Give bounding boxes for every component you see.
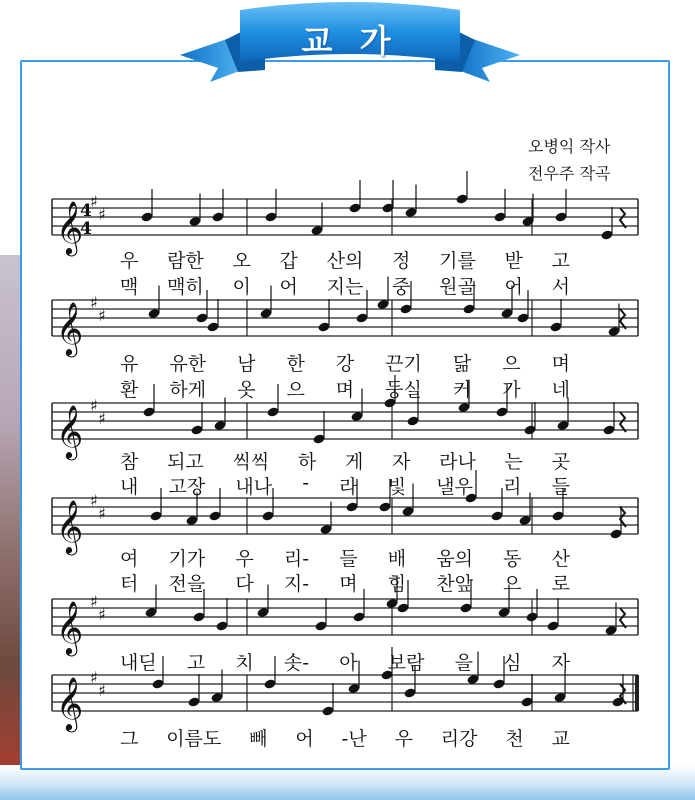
lyric-syllable: 솟-	[283, 652, 310, 674]
lyric-syllable: 배	[387, 548, 407, 570]
lyric-syllable: 강	[335, 353, 355, 375]
lyric-line-1b	[120, 272, 570, 299]
lyric-syllable: 참	[120, 451, 139, 473]
lyric-syllable: 끈기	[385, 353, 422, 375]
lyric-syllable: 그	[120, 728, 139, 750]
lyric-syllable: 라나	[439, 451, 476, 473]
lyric-syllable: 빛	[387, 476, 407, 498]
lyric-syllable: 이름도	[166, 728, 222, 750]
lyric-syllable: 산의	[326, 250, 364, 272]
lyric-line-3a	[120, 447, 570, 474]
lyric-syllable: 람한	[167, 250, 204, 272]
lyric-syllable: 힘	[387, 573, 407, 595]
sharp-sign: ♯	[98, 306, 106, 325]
lyric-syllable: 찬앞	[436, 573, 473, 595]
lyric-syllable: 어	[279, 276, 298, 298]
lyric-syllable: 전을	[168, 573, 206, 595]
lyric-syllable: 며	[551, 353, 570, 375]
lyric-syllable: 이	[232, 276, 251, 298]
treble-clef: 𝄞	[56, 404, 84, 458]
lyric-syllable: 내딛	[120, 652, 157, 674]
time-signature: 4	[80, 219, 92, 239]
lyric-syllable: 되고	[167, 451, 204, 473]
lyric-line-3b	[120, 472, 570, 499]
lyric-syllable: 움의	[436, 548, 473, 570]
lyric-syllable: 갑	[279, 250, 298, 272]
lyric-syllable: 보람	[387, 652, 425, 674]
lyric-syllable: 며	[335, 379, 355, 401]
quarter-rest	[620, 608, 626, 628]
lyric-syllable: -난	[341, 728, 367, 750]
lyric-syllable: 아	[339, 652, 358, 674]
lyric-syllable: 다	[235, 573, 254, 595]
lyric-line-4b	[120, 569, 570, 596]
time-signature: 4	[80, 201, 92, 221]
quarter-rest	[620, 208, 626, 228]
lyric-syllable: 기를	[439, 250, 476, 272]
treble-clef: 𝄞	[56, 200, 84, 254]
sharp-sign: ♯	[98, 681, 106, 700]
lyric-syllable: 곳	[551, 451, 570, 473]
lyric-syllable: 고장	[168, 476, 206, 498]
lyric-line-1a	[120, 246, 570, 273]
lyric-syllable: 으	[502, 353, 521, 375]
lyric-syllable: 어	[504, 276, 523, 298]
lyric-syllable: 어	[295, 728, 314, 750]
lyric-line-2a	[120, 349, 570, 376]
lyric-syllable: 고	[186, 652, 206, 674]
lyric-syllable: 라	[339, 476, 358, 498]
lyric-syllable: 동	[503, 548, 522, 570]
lyric-syllable: 유한	[169, 353, 207, 375]
lyric-syllable: 우	[120, 250, 139, 272]
treble-clef: 𝄞	[56, 301, 84, 355]
sharp-sign: ♯	[90, 293, 98, 312]
page-title: 교 가	[301, 22, 399, 60]
lyric-syllable: 들	[339, 548, 358, 570]
sharp-sign: ♯	[90, 192, 98, 211]
lyric-syllable: -	[302, 472, 310, 494]
lyric-syllable: 하	[297, 451, 317, 473]
sharp-sign: ♯	[98, 504, 106, 523]
lyric-syllable: 둥실	[385, 379, 422, 401]
lyric-syllable: 으	[503, 573, 522, 595]
lyric-syllable: 네	[551, 379, 570, 401]
treble-clef: 𝄞	[56, 499, 84, 553]
lyric-line-5	[120, 648, 570, 675]
lyric-syllable: 을	[454, 652, 473, 674]
sharp-sign: ♯	[98, 605, 106, 624]
lyric-syllable: 며	[339, 573, 358, 595]
lyric-syllable: 한	[286, 353, 305, 375]
lyric-syllable: 맥히	[167, 276, 204, 298]
lyric-syllable: 맥	[120, 276, 139, 298]
lyric-syllable: 하게	[169, 379, 207, 401]
quarter-rest	[620, 309, 626, 329]
lyric-syllable: 로	[551, 573, 570, 595]
lyric-syllable: 교	[551, 728, 570, 750]
treble-clef: 𝄞	[56, 676, 84, 730]
lyric-syllable: 지는	[326, 276, 364, 298]
lyric-syllable: 리강	[440, 728, 478, 750]
lyric-line-4a	[120, 544, 570, 571]
lyric-line-6	[120, 724, 570, 751]
lyric-syllable: 으	[286, 379, 305, 401]
sharp-sign: ♯	[98, 409, 106, 428]
lyric-syllable: 옷	[237, 379, 256, 401]
lyric-syllable: 정	[392, 250, 411, 272]
lyric-syllable: 지-	[283, 573, 310, 595]
lyric-syllable: 산	[551, 548, 570, 570]
treble-clef: 𝄞	[56, 600, 84, 654]
lyric-syllable: 내나	[235, 476, 273, 498]
lyric-syllable: 유	[120, 353, 139, 375]
sharp-sign: ♯	[90, 592, 98, 611]
lyric-syllable: 낼우	[436, 476, 473, 498]
lyric-syllable: 닮	[452, 353, 472, 375]
lyric-syllable: 자	[392, 451, 411, 473]
sharp-sign: ♯	[90, 396, 98, 415]
lyric-syllable: 고	[551, 250, 570, 272]
lyric-syllable: 오	[232, 250, 251, 272]
lyric-syllable: 치	[235, 652, 254, 674]
lyric-syllable: 터	[120, 573, 139, 595]
sharp-sign: ♯	[90, 668, 98, 687]
lyric-syllable: 심	[503, 652, 522, 674]
lyric-syllable: 원골	[439, 276, 476, 298]
lyric-syllable: 자	[551, 652, 570, 674]
lyric-syllable: 중	[392, 276, 411, 298]
lyric-syllable: 기가	[168, 548, 206, 570]
lyric-syllable: 씩씩	[232, 451, 270, 473]
lyric-syllable: 남	[237, 353, 256, 375]
lyric-syllable: 받	[504, 250, 523, 272]
lyric-line-2b	[120, 375, 570, 402]
lyric-syllable: 는	[504, 451, 523, 473]
lyric-syllable: 리-	[283, 548, 310, 570]
lyric-syllable: 커	[452, 379, 472, 401]
lyric-syllable: 천	[505, 728, 524, 750]
quarter-rest	[620, 412, 626, 432]
lyricist-credit: 오병익 작사	[528, 137, 611, 156]
sharp-sign: ♯	[90, 491, 98, 510]
lyric-syllable: 게	[344, 451, 364, 473]
lyric-syllable: 여	[120, 548, 139, 570]
lyric-syllable: 우	[394, 728, 413, 750]
lyric-syllable: 리	[503, 476, 522, 498]
sharp-sign: ♯	[98, 205, 106, 224]
lyric-syllable: 들	[551, 476, 570, 498]
lyric-syllable: 서	[551, 276, 570, 298]
final-barline	[635, 675, 639, 711]
lyric-syllable: 내	[120, 476, 139, 498]
lyric-syllable: 가	[502, 379, 521, 401]
lyric-syllable: 빼	[249, 728, 268, 750]
composer-credit: 전우주 작곡	[528, 164, 611, 183]
lyric-syllable: 환	[120, 379, 139, 401]
lyric-syllable: 우	[235, 548, 254, 570]
